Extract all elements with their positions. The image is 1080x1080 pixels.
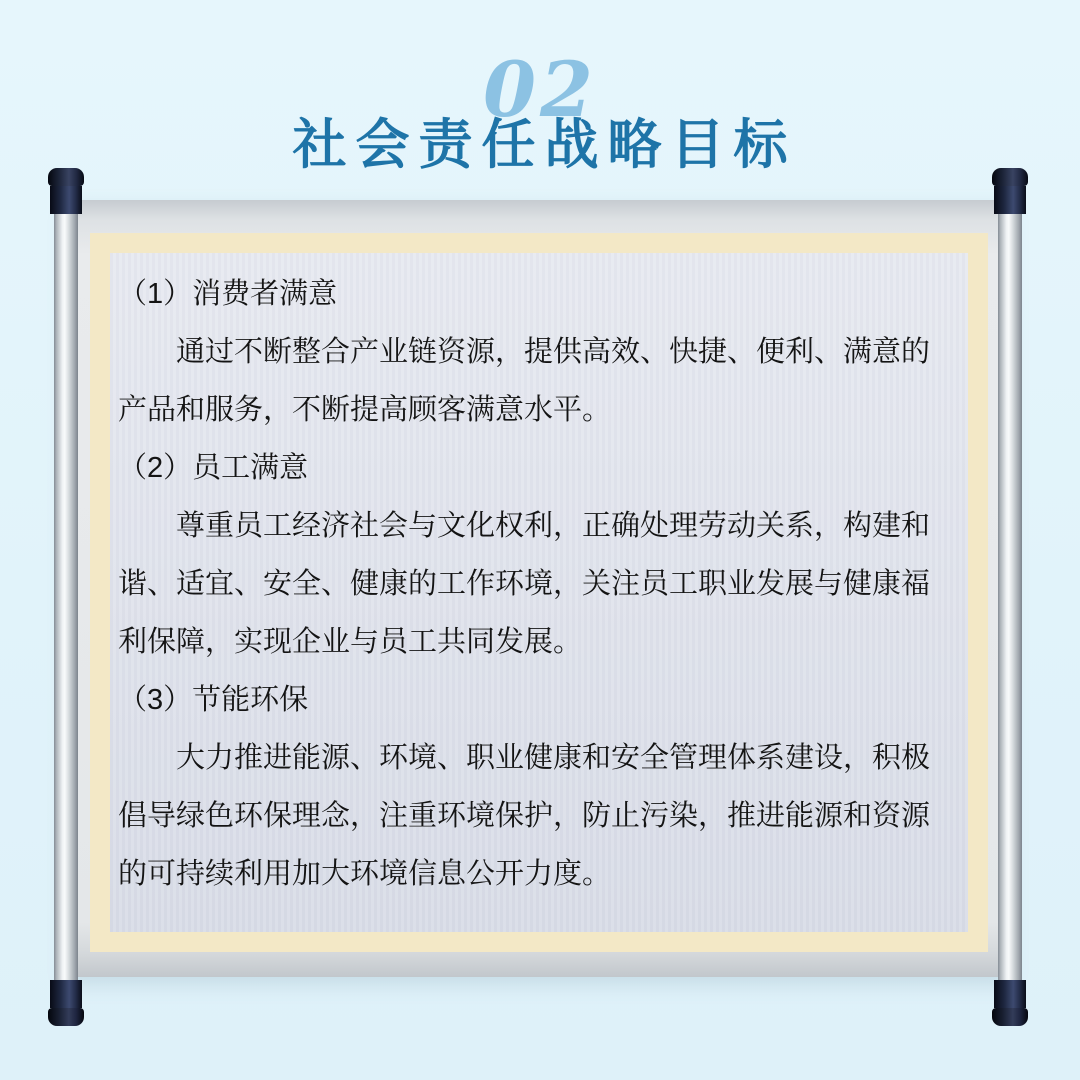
section-1-heading: （1）消费者满意 [118,278,338,310]
pole-cap-bottom-right [992,980,1028,1026]
scroll-banner-content [110,253,968,932]
section-3-heading: （3）节能环保 [118,684,309,716]
section-2-body-line: 谐、适宜、安全、健康的工作环境，关注员工职业发展与健康福 [118,568,931,600]
pole-cap-rim [992,168,1028,186]
section-2-heading: （2）员工满意 [118,452,309,484]
section-1-body-line: 产品和服务，不断提高顾客满意水平。 [118,394,612,426]
pole-cap-top-left [48,168,84,214]
scroll-pole-left [54,200,78,984]
pole-cap-neck [50,186,82,214]
section-2-body-line: 利保障，实现企业与员工共同发展。 [118,626,583,658]
pole-cap-rim [992,1008,1028,1026]
section-3-body-line: 倡导绿色环保理念，注重环境保护，防止污染，推进能源和资源 [118,800,931,832]
section-2 [118,439,968,671]
section-3 [118,671,968,903]
scroll-banner [66,200,1010,977]
pole-cap-neck [50,980,82,1008]
scroll-pole-right [998,200,1022,984]
pole-cap-rim [48,168,84,186]
scroll-banner-frame [90,233,988,952]
pole-cap-bottom-left [48,980,84,1026]
section-number: 02 [483,45,597,134]
section-1-body-line: 通过不断整合产业链资源，提供高效、快捷、便利、满意的 [176,336,931,368]
pole-cap-rim [48,1008,84,1026]
section-2-body-line: 尊重员工经济社会与文化权利，正确处理劳动关系，构建和 [176,510,931,542]
page-title: 社会责任战略目标 [292,115,797,175]
pole-cap-neck [994,186,1026,214]
section-3-body-line: 的可持续利用加大环境信息公开力度。 [118,858,612,890]
section-3-body-line: 大力推进能源、环境、职业健康和安全管理体系建设，积极 [176,742,931,774]
section-1 [118,265,968,439]
pole-cap-neck [994,980,1026,1008]
pole-cap-top-right [992,168,1028,214]
